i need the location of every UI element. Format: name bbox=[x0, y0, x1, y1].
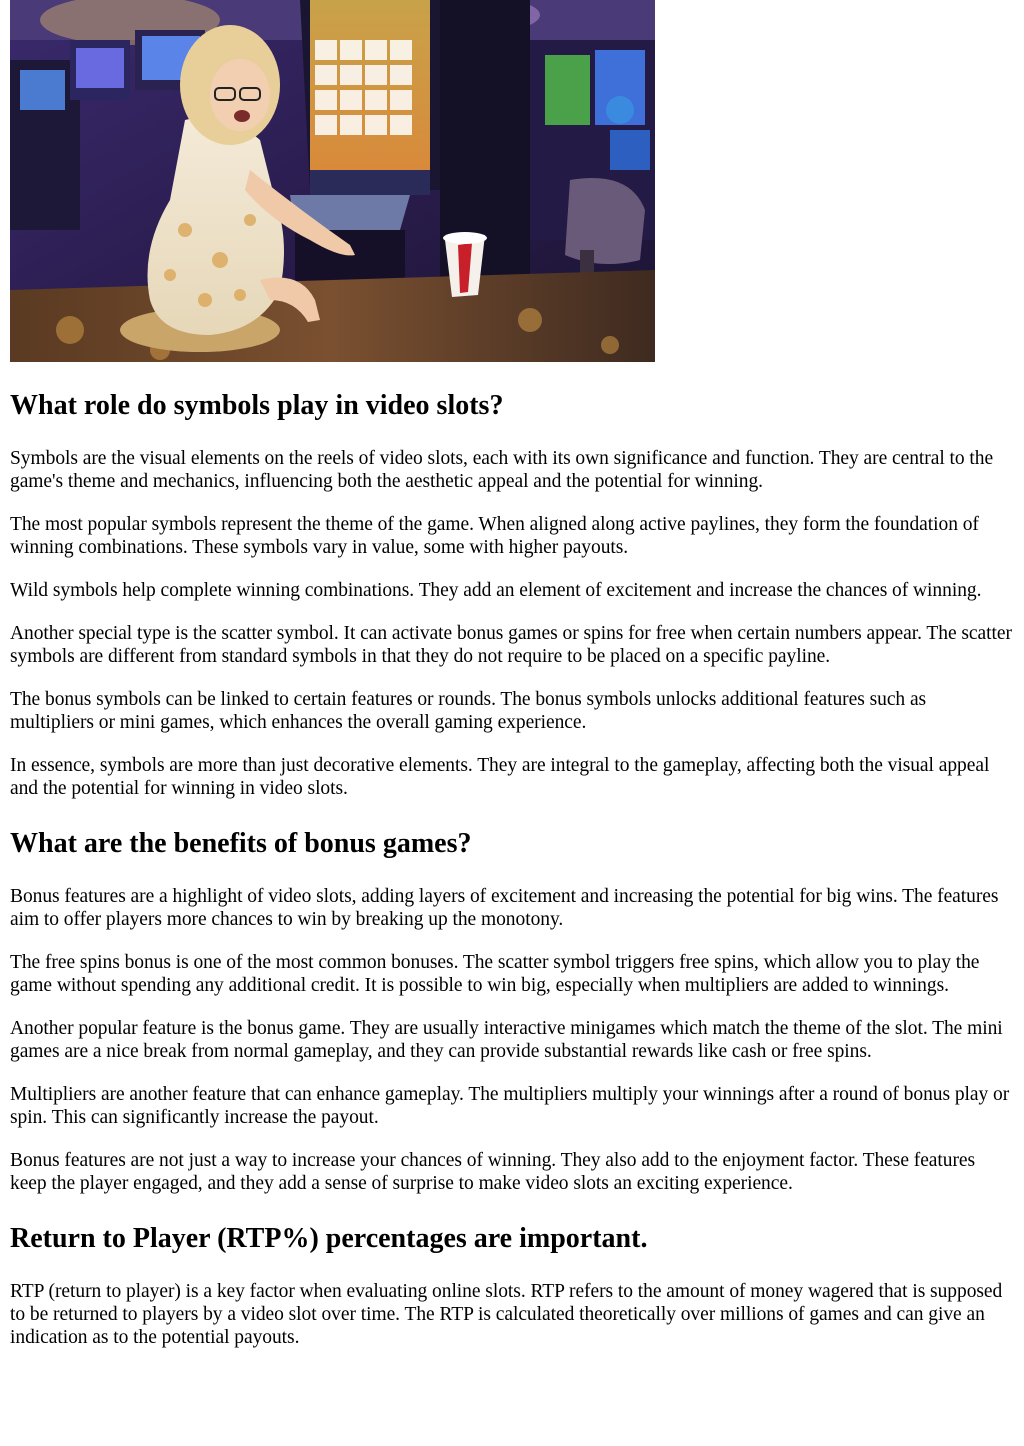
photo-illustration bbox=[10, 0, 655, 362]
paragraph: The most popular symbols represent the theme of the game. When aligned along active paylines, they form the foundation of winning combinations. These symbols vary in value, some with higher payouts. bbox=[10, 514, 979, 558]
paragraph: Another popular feature is the bonus game. They are usually interactive minigames which match the theme of the slot. The mini games are a nice break from normal gameplay, and they can provide substantial rewards like cash or free spins. bbox=[10, 1018, 1003, 1062]
paragraph: Bonus features are a highlight of video slots, adding layers of excitement and increasing the potential for big wins. The features aim to offer players more chances to win by breaking up the monotony. bbox=[10, 886, 999, 930]
paragraph: Another special type is the scatter symbol. It can activate bonus games or spins for free when certain numbers appear. The scatter symbols are different from standard symbols in that they do not require to be placed on a specific payline. bbox=[10, 623, 1012, 667]
paragraph: Multipliers are another feature that can enhance gameplay. The multipliers multiply your winnings after a round of bonus play or spin. This can significantly increase the payout. bbox=[10, 1084, 1010, 1128]
paragraph: The free spins bonus is one of the most common bonuses. The scatter symbol triggers free spins, which allow you to play the game without spending any additional credit. It is possible to win big, especially when multipliers are added to winnings. bbox=[10, 952, 980, 996]
section-heading-bonus-games: What are the benefits of bonus games? bbox=[10, 828, 472, 859]
paragraph: In essence, symbols are more than just decorative elements. They are integral to the gameplay, affecting both the visual appeal and the potential for winning in video slots. bbox=[10, 755, 990, 799]
paragraph: RTP (return to player) is a key factor when evaluating online slots. RTP refers to the amount of money wagered that is supposed to be returned to players by a video slot over time. The RTP is calculated theoretically over millions of games and can give an indication as to the potential payouts. bbox=[10, 1281, 1003, 1348]
paragraph: The bonus symbols can be linked to certain features or rounds. The bonus symbols unlocks additional features such as multipliers or mini games, which enhances the overall gaming experience. bbox=[10, 689, 927, 733]
paragraph: Bonus features are not just a way to increase your chances of winning. They also add to the enjoyment factor. These features keep the player engaged, and they add a sense of surprise to make video slots an exciting experience. bbox=[10, 1150, 976, 1194]
section-heading-symbols: What role do symbols play in video slots? bbox=[10, 390, 504, 421]
casino-photo bbox=[10, 0, 655, 362]
paragraph: Wild symbols help complete winning combinations. They add an element of excitement and increase the chances of winning. bbox=[10, 580, 982, 601]
section-heading-rtp: Return to Player (RTP%) percentages are important. bbox=[10, 1223, 648, 1254]
paragraph: Symbols are the visual elements on the reels of video slots, each with its own significance and function. They are central to the game's theme and mechanics, influencing both the aesthetic appeal and the potential for winning. bbox=[10, 448, 994, 492]
